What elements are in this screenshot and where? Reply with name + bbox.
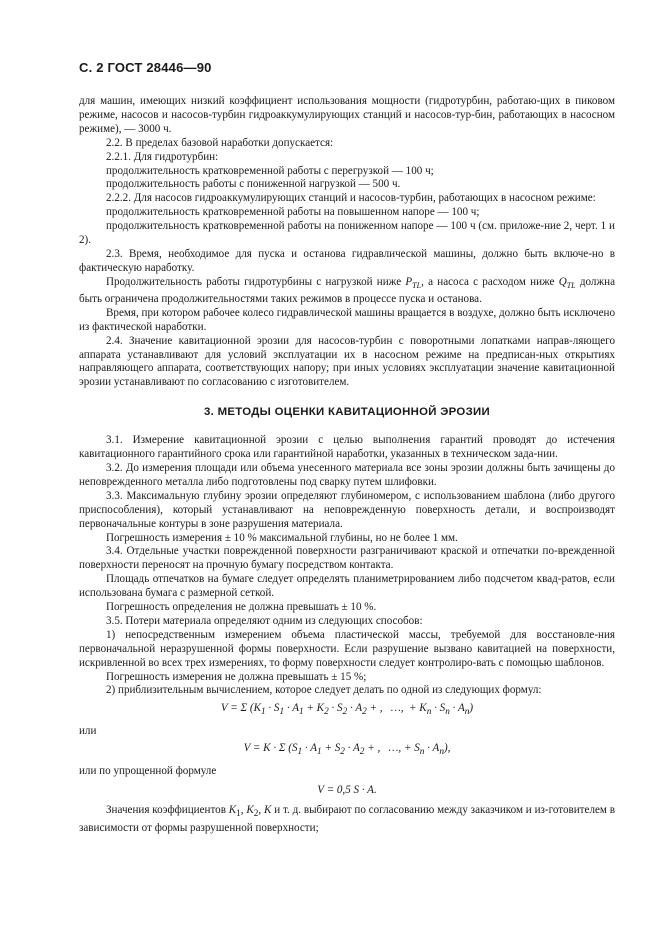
paragraph-2-2-2: 2.2.2. Для насосов гидроаккумулирующих станций и насосов-турбин, работающих в насосном режиме: [106, 192, 596, 205]
simplified-intro: или по упрощенной формуле [79, 764, 217, 777]
paragraph-area-error: Погрешность определения не должна превышать ± 10 %. [106, 601, 377, 614]
paragraph-2-2-1: 2.2.1. Для гидротурбин: [106, 150, 219, 163]
paragraph-2-3: 2.3. Время, необходимое для пуска и останова гидравлической машины, должно быть включе-но в фактическую наработку. [79, 247, 615, 274]
paragraph-3-3: 3.3. Максимальную глубину эрозии определяют глубиномером, с использованием шаблона (либо другого приспособления), который устанавливают на неповрежденную поверхность детали, и воспроизводят первоначальные контуры в зоне разрушения материала. [79, 489, 615, 530]
formula-3: V = 0,5 S · A. [317, 784, 377, 797]
word-or: или [79, 724, 97, 737]
paragraph-method-2: 2) приблизительным вычислением, которое следует делать по одной из следующих формул: [106, 684, 542, 697]
section-title: 3. МЕТОДЫ ОЦЕНКИ КАВИТАЦИОННОЙ ЭРОЗИИ [204, 406, 490, 419]
paragraph-3-1: 3.1. Измерение кавитационной эрозии с целью выполнения гарантий проводят до истечения кавитационного гарантийного срока или гарантийной наработки, указанных в техническом зада-нии. [79, 434, 615, 461]
formula-1: V = Σ ($K_1 \cdot S_1 \cdot A_1 + K_2 \cdot S_2 \cdot A_2$ + , …, + $K_n \cdot S_n \cdot A_n$) [220, 702, 474, 718]
paragraph-3-4: 3.4. Отдельные участки поврежденной поверхности разграничивают краской и отпечатки по-врежденной поверхности переносят на прочную бумагу посредством контакта. [79, 545, 615, 572]
paragraph-3-2: 3.2. До измерения площади или объема унесенного материала все зоны эрозии должны быть зачищены до неповрежденного металла либо подготовлены под сварку путем шлифовки. [79, 461, 615, 488]
paragraph-low-head: продолжительность кратковременной работы на пониженном напоре — 100 ч (см. приложе-ние 2, черт. 1 и 2). [79, 220, 615, 247]
paragraph-coefficients: Значения коэффициентов $K_1$, $K_2$, K и т. д. выбирают по согласованию между заказчиком и из-готовителем в зависимости от формы разрушенной поверхности; [79, 804, 615, 835]
paragraph-method-1: 1) непосредственным измерением объема пластической массы, требуемой для восстановле-ния первоначальной неразрушенной формы поверхности. Если разрушение вызвано кавитацией на поверхности, искривленной во всех трех измерениях, то форму поверхности следует контролиро-вать с помощью шаблонов. [79, 628, 615, 669]
paragraph-reduced-load: продолжительность работы с пониженной нагрузкой — 500 ч. [106, 178, 401, 191]
paragraph-ptl-qtl: Продолжительность работы гидротурбины с нагрузкой ниже $P_{TL}$, а насоса с расходом ниже $Q_{TL}$ должна быть ограничена продолжительностями таких режимов в процессе пуска и останова. [79, 275, 615, 305]
document-body [79, 95, 615, 836]
paragraph-volume-error: Погрешность измерения не должна превышать ± 15 %; [106, 670, 367, 683]
paragraph-high-head: продолжительность кратковременной работы на повышенном напоре — 100 ч; [106, 206, 480, 219]
paragraph-air-rotation: Время, при котором рабочее колесо гидравлической машины вращается в воздухе, должно быть исключено из фактической наработки. [79, 306, 615, 333]
paragraph-depth-error: Погрешность измерения ± 10 % максимальной глубины, но не более 1 мм. [106, 531, 458, 544]
page-header: С. 2 ГОСТ 28446—90 [79, 60, 212, 75]
paragraph-area: Площадь отпечатков на бумаге следует определять планиметрированием либо подсчетом квад-ратов, если использована бумага с размерной сеткой. [79, 573, 615, 600]
paragraph-continued: для машин, имеющих низкий коэффициент использования мощности (гидротурбин, работаю-щих в пиковом режиме, насосов и насосов-турбин гидроаккумулирующих станций и насосов-тур-бин, работающих в насосном режиме), — 3000 ч. [79, 95, 615, 135]
paragraph-2-4: 2.4. Значение кавитационной эрозии для насосов-турбин с поворотными лопатками направ-ляющего аппарата устанавливают для условий эксплуатации их в насосном режиме на предписан-ных открытиях направляющего аппарата, соответствующих напору; при иных условиях эксплуатации значение кавитационной эрозии устанавливают по согласованию с изготовителем. [79, 334, 615, 389]
paragraph-overload: продолжительность кратковременной работы с перегрузкой — 100 ч; [106, 164, 434, 177]
paragraph-2-2: 2.2. В пределах базовой наработки допускается: [106, 136, 334, 149]
formula-2: V = K · Σ ($S_1 \cdot A_1 + S_2 \cdot A_2$ + , …, + $S_n \cdot A_n$), [243, 742, 451, 758]
paragraph-3-5: 3.5. Потери материала определяют одним из следующих способов: [106, 614, 423, 627]
